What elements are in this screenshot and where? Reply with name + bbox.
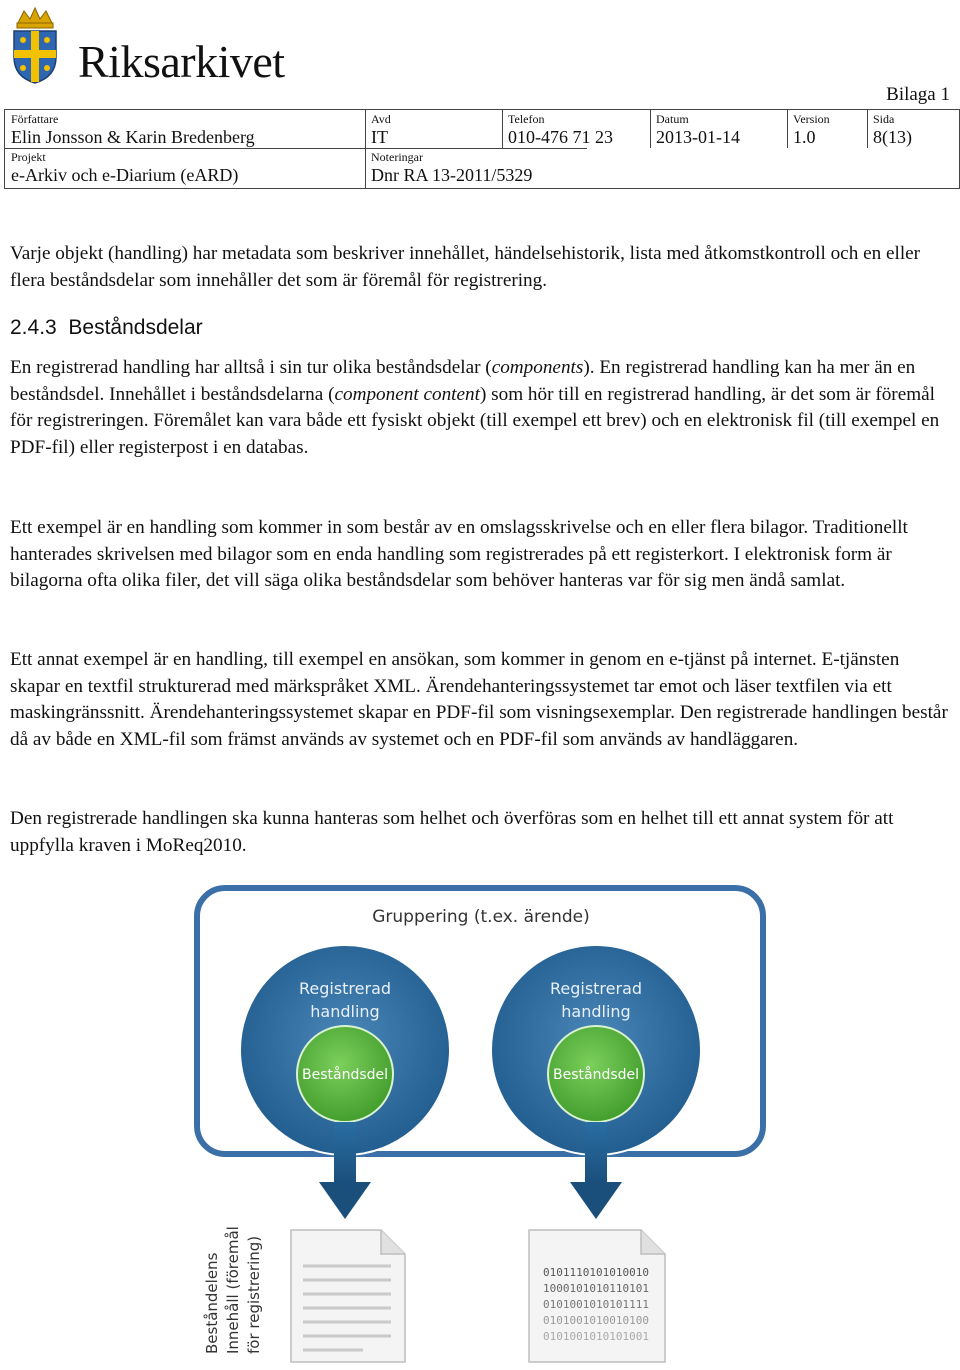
binary-line-2: 1000101010110101 xyxy=(543,1282,649,1295)
side-label-line1: Beståndelens xyxy=(203,1252,221,1354)
section-title: Beståndsdelar xyxy=(68,316,203,339)
binary-line-5: 0101001010101001 xyxy=(543,1330,649,1343)
crest-icon xyxy=(10,5,60,85)
record-label-left-line1: Registrerad xyxy=(298,979,392,998)
component-content-label xyxy=(203,1226,263,1354)
record-label-left-line2: handling xyxy=(310,1002,380,1021)
projekt-value: e-Arkiv och e-Diarium (eARD) xyxy=(11,165,239,185)
telefon-label: Telefon xyxy=(508,112,545,126)
forfattare-value: Elin Jonsson & Karin Bredenberg xyxy=(11,127,255,147)
paragraph-conclusion: Den registrerade handlingen ska kunna hanteras som helhet och överföras som en helhet till ett annat system för att uppfylla kraven i MoReq2010. xyxy=(10,808,894,856)
binary-line-3: 0101001010101111 xyxy=(543,1298,649,1311)
bilaga-label: Bilaga 1 xyxy=(886,84,950,105)
datum-value: 2013-01-14 xyxy=(656,127,740,147)
binary-line-4: 0101001010010100 xyxy=(543,1314,649,1327)
section-number: 2.4.3 xyxy=(10,316,57,339)
forfattare-label: Författare xyxy=(11,112,59,126)
record-label-right-line1: Registrerad xyxy=(549,979,643,998)
side-label-line3: för registrering) xyxy=(245,1235,263,1354)
paper-document-icon xyxy=(291,1230,405,1362)
logo-text: Riksarkivet xyxy=(78,36,285,87)
component-label-right: Beståndsdel xyxy=(552,1067,640,1083)
grouping-label: Gruppering (t.ex. ärende) xyxy=(372,907,590,927)
binary-file-icon xyxy=(529,1230,665,1362)
datum-label: Datum xyxy=(656,112,689,126)
paragraph-example-1: Ett exempel är en handling som kommer in som består av en omslagsskrivelse och en eller flera bilagor. Traditionellt hanterades skrivelsen med bilagor som en enda handling som registrerades på ett registerkort. I elektronisk form är bilagorna ofta olika filer, det vill säga olika beståndsdelar som behöver hanteras var för sig men ändå samlat. xyxy=(10,517,908,591)
components-diagram xyxy=(193,884,768,1365)
sida-value: 8(13) xyxy=(873,127,912,147)
projekt-label: Projekt xyxy=(11,150,46,164)
section-heading xyxy=(10,316,203,340)
component-label-left: Beståndsdel xyxy=(301,1067,389,1083)
p1-text-c: ) som hör till en registrerad handling, är det som är föremål för registreringen. Föremålet kan vara både ett fysiskt objekt (till exempel ett brev) och en elektronisk fil (till exempel en PDF-fil) eller registerpost i en databas. xyxy=(10,383,940,458)
riksarkivet-logo xyxy=(10,5,310,87)
version-label: Version xyxy=(793,112,830,126)
avd-label: Avd xyxy=(371,112,391,126)
p1-text-a: En registrerad handling har alltså i sin tur olika beståndsdelar ( xyxy=(10,357,492,378)
noteringar-value: Dnr RA 13-2011/5329 xyxy=(371,165,533,185)
record-label-right-line2: handling xyxy=(561,1002,631,1021)
telefon-value: 010-476 71 23 xyxy=(508,127,613,147)
intro-paragraph: Varje objekt (handling) har metadata som beskriver innehållet, händelsehistorik, lista med åtkomstkontroll och en eller flera beståndsdelar som innehåller det som är föremål för registrering. xyxy=(10,243,921,291)
document-header-table xyxy=(4,109,960,189)
side-label-line2: Innehåll (föremål xyxy=(224,1226,242,1354)
p1-text-b: ). En registrerad handling kan ha mer än en beståndsdel. Innehållet i beståndsdelarna ( xyxy=(10,357,916,405)
version-value: 1.0 xyxy=(793,127,816,147)
sida-label: Sida xyxy=(873,112,895,126)
binary-line-1: 0101110101010010 xyxy=(543,1266,649,1279)
p1-term-component-content: component content xyxy=(334,383,480,405)
noteringar-label: Noteringar xyxy=(371,150,423,164)
avd-value: IT xyxy=(371,127,388,147)
paragraph-example-2: Ett annat exempel är en handling, till exempel en ansökan, som kommer in genom en e-tjänst på internet. E-tjänsten skapar en textfil strukturerad med märkspråket XML. Ärendehanteringssystemet tar emot och läser textfilen via ett maskingränssnitt. Ärendehanteringssystemet skapar en PDF-fil som visningsexemplar. Den registrerade handlingen består då av både en XML-fil som främst används av systemet och en PDF-fil som används av handläggaren. xyxy=(10,649,948,750)
paragraph-components xyxy=(10,355,952,461)
p1-term-components: components xyxy=(491,357,584,378)
